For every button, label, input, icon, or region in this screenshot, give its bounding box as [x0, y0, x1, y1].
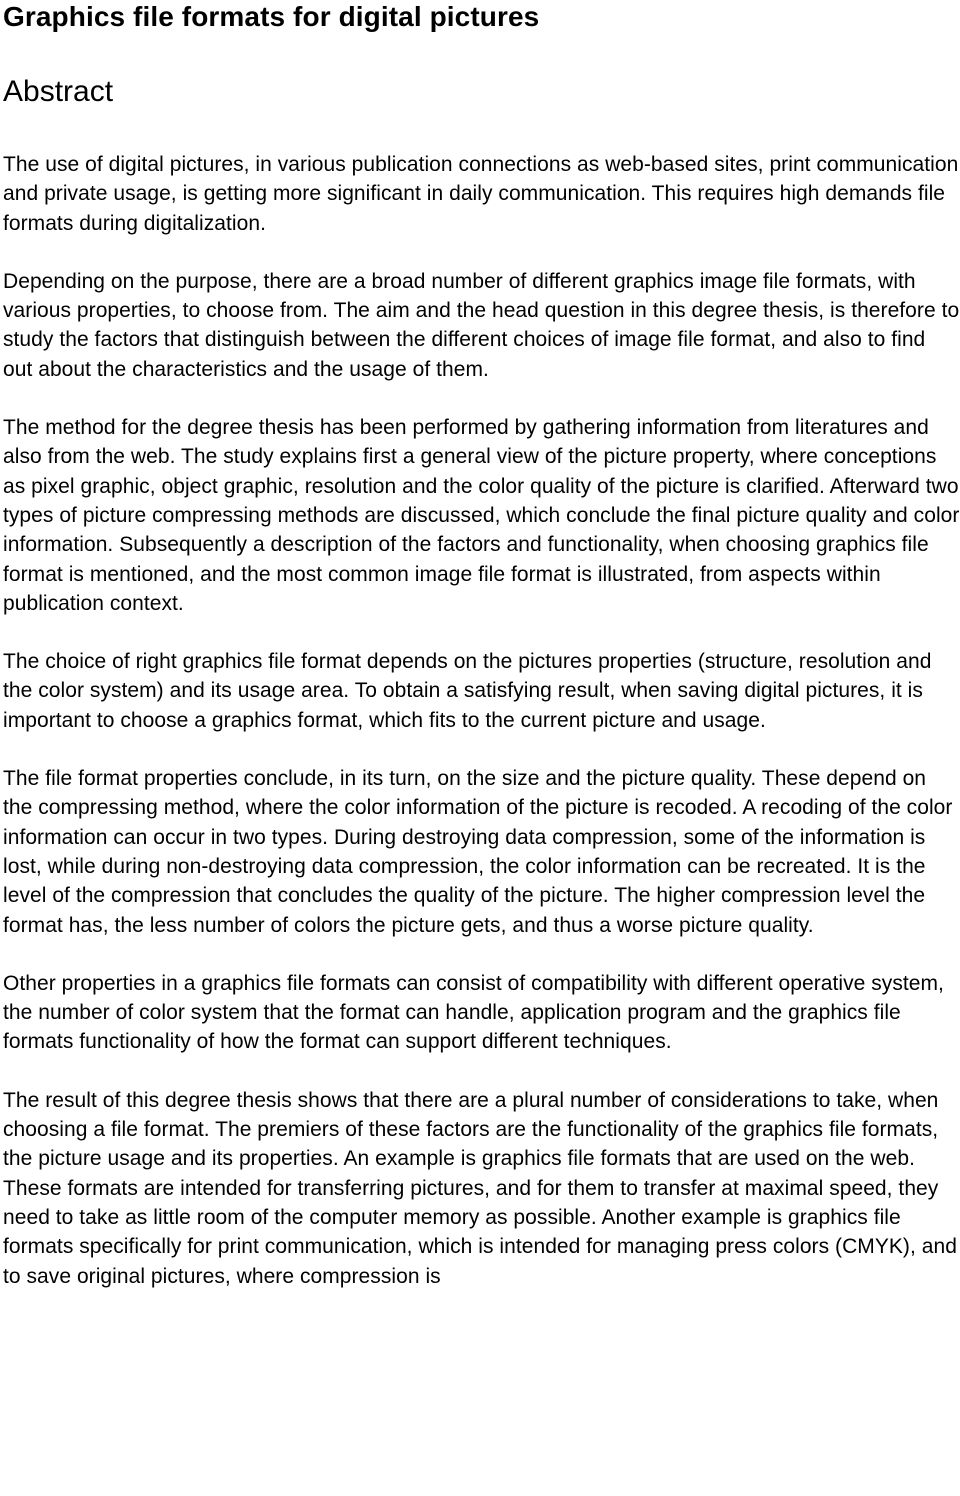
abstract-paragraph-2: Depending on the purpose, there are a broad number of different graphics image file formats, with various properties, to choose from. The aim and the head question in this degree thesis, is therefore to study the factors that distinguish between the different choices of image file format, and also to find out about the characteristics and the usage of them.: [3, 269, 960, 381]
document-page: [3, 0, 960, 1291]
document-title: Graphics file formats for digital pictures: [3, 1, 540, 32]
abstract-paragraph-3: The method for the degree thesis has been performed by gathering information from literatures and also from the web. The study explains first a general view of the picture property, where conceptions as pixel graphic, object graphic, resolution and the color quality of the picture is clarified. Afterward two types of picture compressing methods are discussed, which conclude the final picture quality and color information. Subsequently a description of the factors and functionality, when choosing graphics file format is mentioned, and the most common image file format is illustrated, from aspects within publication context.: [3, 416, 960, 615]
abstract-paragraph-6: Other properties in a graphics file formats can consist of compatibility with different operative system, the number of color system that the format can handle, application program and the graphics file formats functionality of how the format can support different techniques.: [3, 971, 944, 1054]
abstract-paragraph-1: The use of digital pictures, in various publication connections as web-based sites, print communication and private usage, is getting more significant in daily communication. This requires high demands file formats during digitalization.: [3, 153, 959, 235]
abstract-paragraph-7: The result of this degree thesis shows that there are a plural number of considerations to take, when choosing a file format. The premiers of these factors are the functionality of the graphics file formats, the picture usage and its properties. An example is graphics file formats that are used on the web. These formats are intended for transferring pictures, and for them to transfer at maximal speed, they need to take as little room of the computer memory as possible. Another example is graphics file formats specifically for print communication, which is intended for managing press colors (CMYK), and to save original pictures, where compression is: [3, 1088, 957, 1288]
abstract-paragraph-5: The file format properties conclude, in its turn, on the size and the picture quality. These depend on the compressing method, where the color information of the picture is recoded. A recoding of the color information can occur in two types. During destroying data compression, some of the information is lost, while during non-destroying data compression, the color information can be recreated. It is the level of the compression that concludes the quality of the picture. The higher compression level the format has, the less number of colors the picture gets, and thus a worse picture quality.: [3, 767, 953, 937]
abstract-heading: Abstract: [3, 75, 114, 108]
abstract-paragraph-4: The choice of right graphics file format depends on the pictures properties (structure, resolution and the color system) and its usage area. To obtain a satisfying result, when saving digital pictures, it is important to choose a graphics format, which fits to the current picture and usage.: [3, 650, 932, 732]
